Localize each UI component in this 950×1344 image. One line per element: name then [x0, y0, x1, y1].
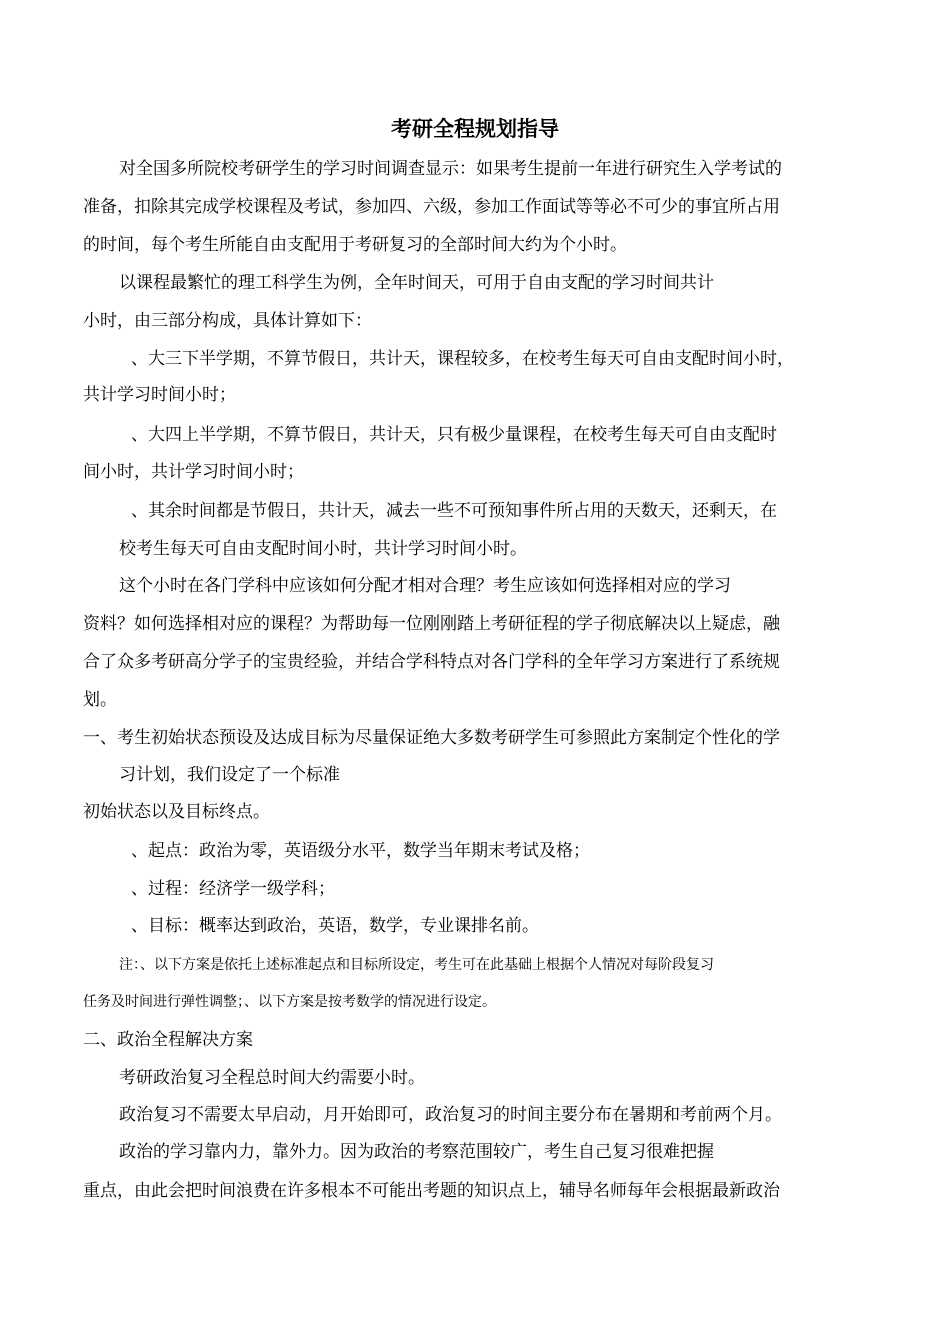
paragraph-line: 对全国多所院校考研学生的学习时间调查显示：如果考生提前一年进行研究生入学考试的 [119, 159, 782, 179]
list-item-line: 共计学习时间小时； [83, 385, 236, 405]
paragraph-line: 初始状态以及目标终点。 [83, 802, 270, 822]
list-item-line: 、其余时间都是节假日，共计天，减去一些不可预知事件所占用的天数天，还剩天，在 [131, 501, 777, 521]
note-line: 注：、以下方案是依托上述标准起点和目标所设定，考生可在此基础上根据个人情况对每阶段复习 [119, 957, 714, 973]
paragraph-line: 小时，由三部分构成，具体计算如下： [83, 311, 372, 331]
paragraph-line: 政治复习不需要太早启动，月开始即可，政治复习的时间主要分布在暑期和考前两个月。 [119, 1105, 782, 1125]
list-item-line: 、大四上半学期，不算节假日，共计天，只有极少量课程，在校考生每天可自由支配时 [131, 425, 777, 445]
paragraph-line: 这个小时在各门学科中应该如何分配才相对合理？考生应该如何选择相对应的学习 [119, 576, 731, 596]
list-item-line: 、起点：政治为零，英语级分水平，数学当年期末考试及格； [131, 841, 590, 861]
paragraph-line: 考研政治复习全程总时间大约需要小时。 [119, 1068, 425, 1088]
list-item-line: 间小时，共计学习时间小时； [83, 462, 304, 482]
paragraph-line: 重点，由此会把时间浪费在许多根本不可能出考题的知识点上，辅导名师每年会根据最新政治 [83, 1181, 780, 1201]
document-title: 考研全程规划指导 [391, 117, 559, 141]
paragraph-line: 划。 [83, 690, 117, 710]
section-heading-line: 一、考生初始状态预设及达成目标为尽量保证绝大多数考研学生可参照此方案制定个性化的学 [83, 728, 780, 748]
paragraph-line: 的时间，每个考生所能自由支配用于考研复习的全部时间大约为个小时。 [83, 235, 627, 255]
section-heading-line: 习计划，我们设定了一个标准 [119, 765, 340, 785]
list-item-line: 、目标：概率达到政治，英语，数学，专业课排名前。 [131, 916, 539, 936]
paragraph-line: 以课程最繁忙的理工科学生为例，全年时间天，可用于自由支配的学习时间共计 [119, 273, 714, 293]
list-item-line: 校考生每天可自由支配时间小时，共计学习时间小时。 [119, 539, 527, 559]
paragraph-line: 资料？如何选择相对应的课程？为帮助每一位刚刚踏上考研征程的学子彻底解决以上疑虑，融 [83, 614, 780, 634]
paragraph-line: 政治的学习靠内力，靠外力。因为政治的考察范围较广，考生自己复习很难把握 [119, 1142, 714, 1162]
list-item-line: 、过程：经济学一级学科； [131, 879, 335, 899]
list-item-line: 、大三下半学期，不算节假日，共计天，课程较多，在校考生每天可自由支配时间小时， [131, 349, 794, 369]
paragraph-line: 合了众多考研高分学子的宝贵经验，并结合学科特点对各门学科的全年学习方案进行了系统规 [83, 652, 780, 672]
section-heading: 二、政治全程解决方案 [83, 1030, 253, 1050]
note-line: 任务及时间进行弹性调整；、以下方案是按考数学的情况进行设定。 [83, 994, 496, 1010]
paragraph-line: 准备，扣除其完成学校课程及考试，参加四、六级，参加工作面试等等必不可少的事宜所占用 [83, 197, 780, 217]
